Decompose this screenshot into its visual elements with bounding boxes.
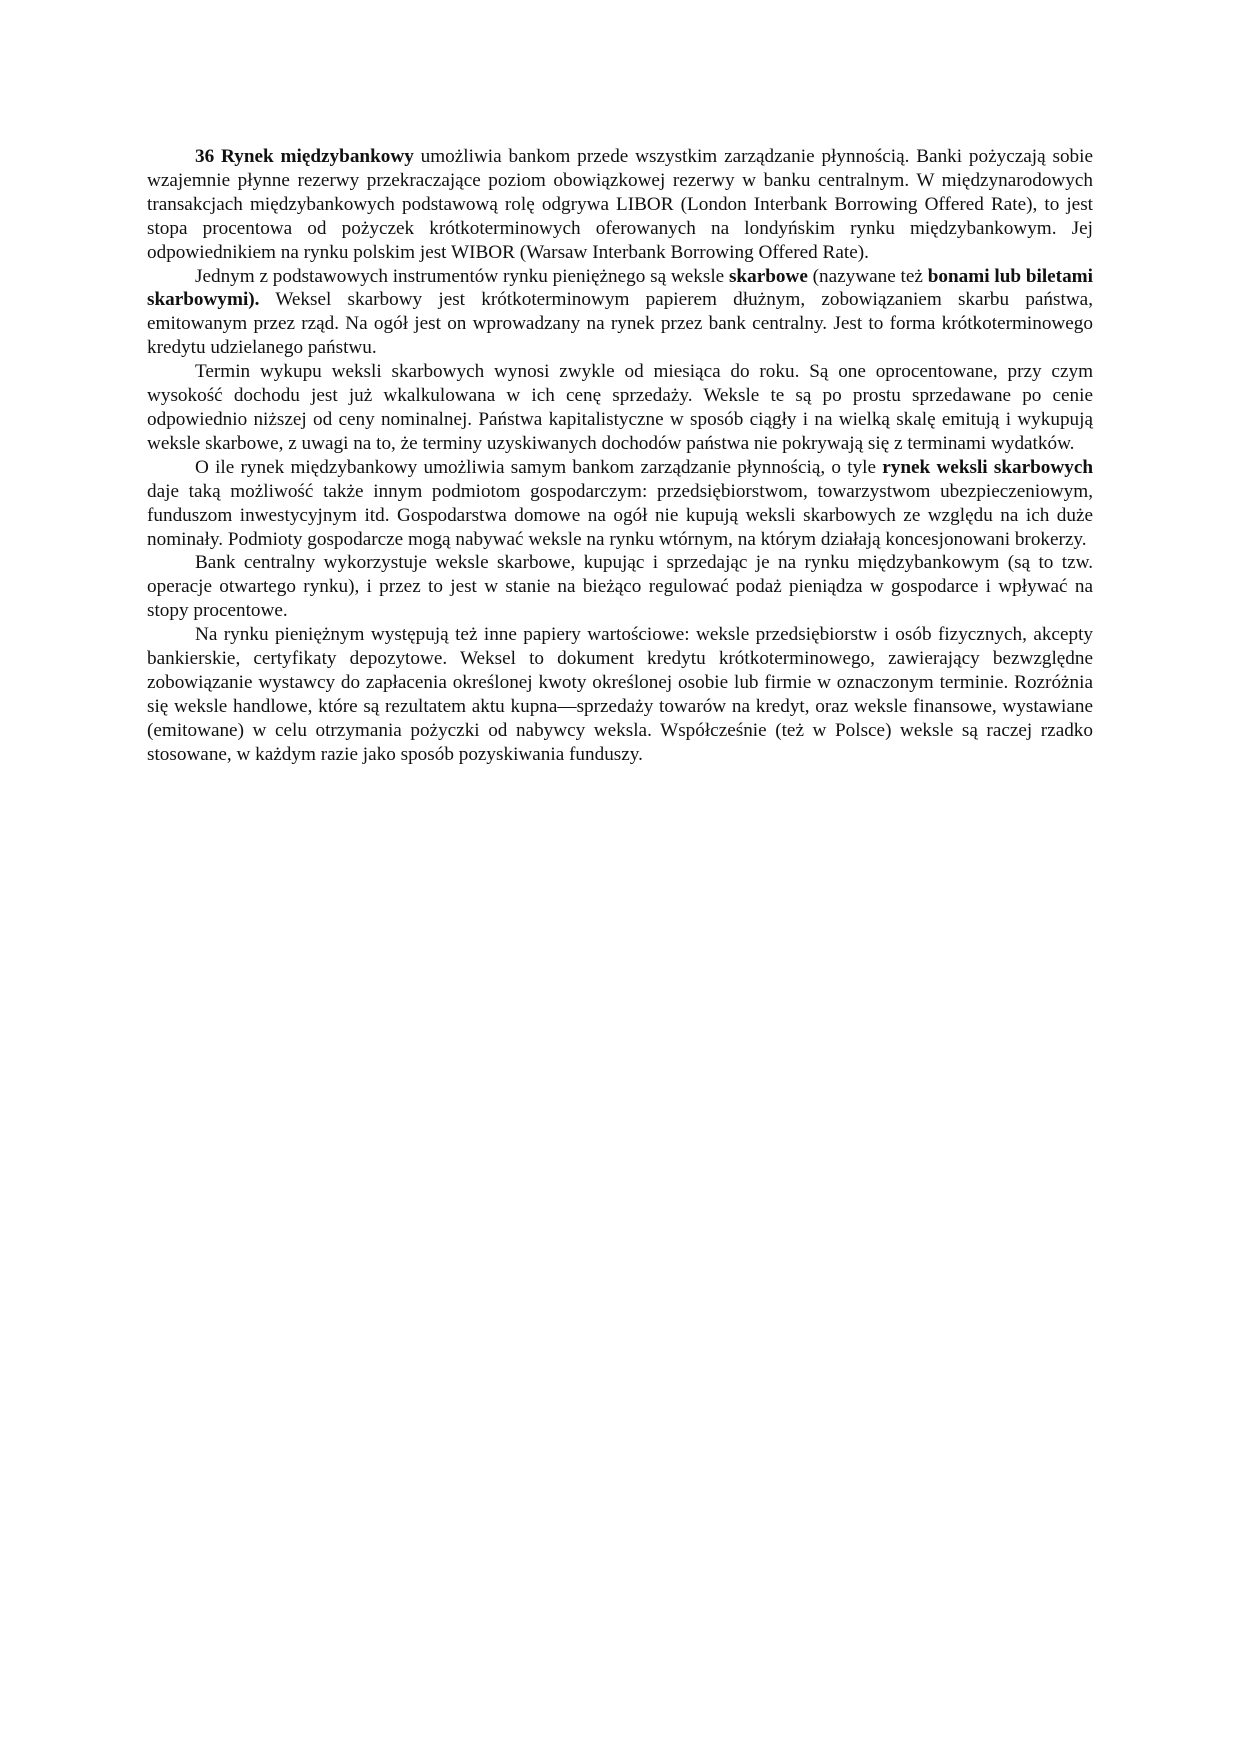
paragraph-text: (nazywane też xyxy=(807,265,928,287)
bold-term: bonami lub biletami skarbowymi). xyxy=(147,265,1093,311)
paragraph-redemption-term xyxy=(147,360,1093,456)
paragraph-text: daje taką możliwość także innym podmiotom gospodarczym: przedsiębiorstwom, towarzystwom ubezpieczeniowym, funduszom inwestycyjnym itd. Gospodarstwa domowe na ogół nie kupują weksli skarbowych ze względu na ich duże nominały. Podmioty gospodarcze mogą nabywać weksle na rynku wtórnym, na którym działają koncesjonowani brokerzy. xyxy=(147,480,1093,550)
paragraph-treasury-bill-market xyxy=(147,456,1093,552)
bold-term: skarbowe xyxy=(728,265,808,287)
paragraph-text: Bank centralny wykorzystuje weksle skarbowe, kupując i sprzedając je na rynku międzybankowym (są to tzw. operacje otwartego rynku), i przez to jest w stanie na bieżąco regulować podaż pieniądza w gospodarce i wpływać na stopy procentowe. xyxy=(147,552,1093,622)
paragraph-interbank-market xyxy=(147,145,1093,265)
paragraph-text: Jednym z podstawowych instrumentów rynku pieniężnego są weksle xyxy=(195,265,729,287)
paragraph-text: umożliwia bankom przede wszystkim zarządzanie płynnością. Banki pożyczają sobie wzajemnie płynne rezerwy przekraczające poziom obowiązkowej rezerwy w banku centralnym. W międzynarodowych transakcjach międzybankowych podstawową rolę odgrywa LIBOR (London Interbank Borrowing Offered Rate), to jest stopa procentowa od pożyczek krótkoterminowych oferowanych na londyńskim rynku międzybankowym. Jej odpowiednikiem na rynku polskim jest WIBOR (Warsaw Interbank Borrowing Offered Rate). xyxy=(147,146,1093,263)
document-body xyxy=(147,145,1093,767)
paragraph-text: Termin wykupu weksli skarbowych wynosi zwykle od miesiąca do roku. Są one oprocentowane, przy czym wysokość dochodu jest już wkalkulowana w ich cenę sprzedaży. Weksle te są po prostu sprzedawane po cenie odpowiednio niższej od ceny nominalnej. Państwa kapitalistyczne w sposób ciągły i na wielką skalę emitują i wykupują weksle skarbowe, z uwagi na to, że terminy uzyskiwanych dochodów państwa nie pokrywają się z terminami wydatków. xyxy=(147,361,1093,454)
paragraph-text: O ile rynek międzybankowy umożliwia samym bankom zarządzanie płynnością, o tyle xyxy=(195,456,883,478)
paragraph-text: Weksel skarbowy jest krótkoterminowym papierem dłużnym, zobowiązaniem skarbu państwa, emitowanym przez rząd. Na ogół jest on wprowadzany na rynek przez bank centralny. Jest to forma krótkoterminowego kredytu udzielanego państwu. xyxy=(147,289,1093,359)
paragraph-other-securities xyxy=(147,623,1093,766)
paragraph-central-bank xyxy=(147,551,1093,623)
bold-term: rynek weksli skarbowych xyxy=(882,456,1094,478)
paragraph-treasury-bills xyxy=(147,265,1093,361)
paragraph-text: Na rynku pieniężnym występują też inne papiery wartościowe: weksle przedsiębiorstw i osób fizycznych, akcepty bankierskie, certyfikaty depozytowe. Weksel to dokument kredytu krótkoterminowego, zawierający bezwzględne zobowiązanie wystawcy do zapłacenia określonej kwoty określonej osobie lub firmie w oznaczonym terminie. Rozróżnia się weksle handlowe, które są rezultatem aktu kupna—sprzedaży towarów na kredyt, oraz weksle finansowe, wystawiane (emitowane) w celu otrzymania pożyczki od nabywcy weksla. Współcześnie (też w Polsce) weksle są raczej rzadko stosowane, w każdym razie jako sposób pozyskiwania funduszy. xyxy=(147,624,1093,765)
section-heading: 36 Rynek międzybankowy xyxy=(195,146,414,167)
